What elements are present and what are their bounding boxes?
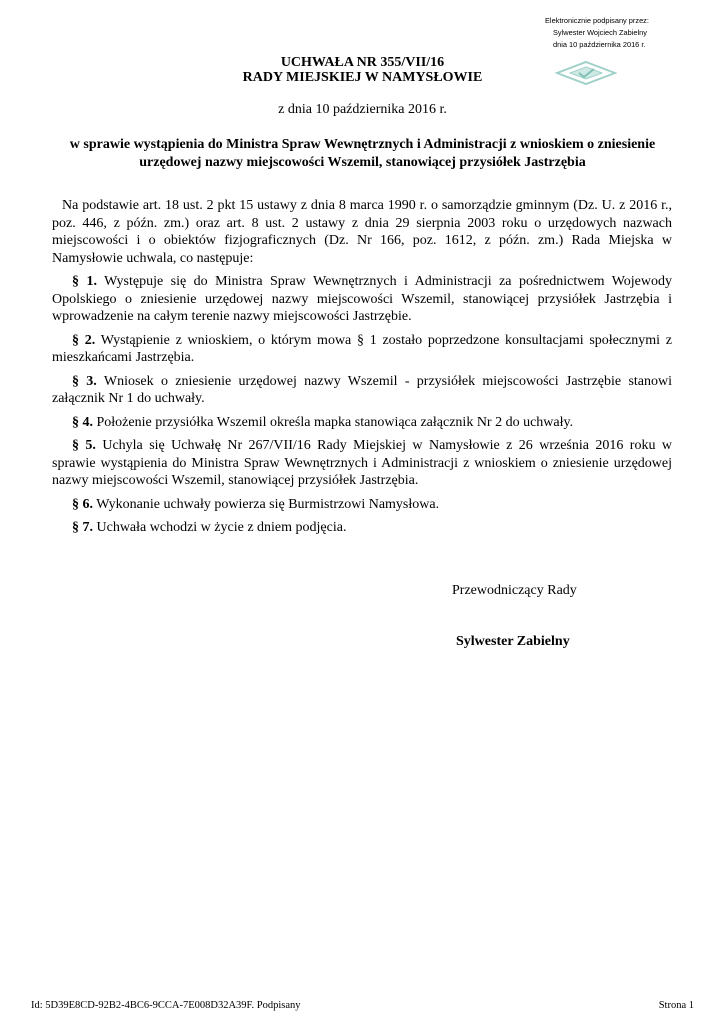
document-title: UCHWAŁA NR 355/VII/16 [280,55,445,70]
footer-page-number: Strona 1 [658,1000,694,1011]
paragraph-3 [52,373,672,408]
preamble: Na podstawie art. 18 ust. 2 pkt 15 ustawy z dnia 8 marca 1990 r. o samorządzie gminnym (Dz. U. z 2016 r., poz. 446, z późn. zm.) oraz art. 8 ust. 2 ustawy z dnia 29 sierpnia 2003 roku o urzędowych nazwach miejscowości i o obiektów fizjograficznych (Dz. Nr 166, poz. 1612, z późn. zm.) Rada Miejska w Namysłowie uchwala, co następuje: [52,198,672,266]
paragraph-text: Wykonanie uchwały powierza się Burmistrzowi Namysłowa. [96,496,440,512]
paragraph-text: Wystąpienie z wnioskiem, o którym mowa § 1 zostało poprzedzone konsultacjami społecznymi z mieszkańcami Jastrzębia. [52,332,673,365]
paragraph-label: § 7. [72,520,93,535]
signature-label: Elektronicznie podpisany przez: [545,16,649,25]
paragraph-label: § 3. [72,373,97,389]
electronic-signature-stamp [545,15,715,51]
signatory-name: Sylwester Zabielny [456,634,570,649]
paragraph-label: § 6. [72,496,93,512]
paragraph-text: Występuje się do Ministra Spraw Wewnętrznych i Administracji za pośrednictwem Wojewody Opolskiego o zniesienie urzędowej nazwy miejscowości Wszemil, stanowiącej przysiółek Jastrzębia i wprowadzenie na całym terenie nazwy miejscowości Jastrzębie. [52,274,672,324]
paragraph-label: § 2. [72,332,96,348]
signature-date: dnia 10 października 2016 r. [553,40,646,49]
document-issuer: RADY MIEJSKIEJ W NAMYSŁOWIE [242,70,483,85]
paragraph-6 [52,496,672,514]
document-subject: w sprawie wystąpienia do Ministra Spraw Wewnętrznych i Administracji z wnioskiem o zniesienie urzędowej nazwy miejscowości Wszemil, stanowiącej przysiółek Jastrzębia [69,137,656,170]
paragraph-text: Wniosek o zniesienie urzędowej nazwy Wszemil - przysiółek miejscowości Jastrzębie stanowi załącznik Nr 1 do uchwały. [52,373,672,406]
paragraph-4 [52,414,672,432]
paragraph-text: Położenie przysiółka Wszemil określa mapka stanowiąca załącznik Nr 2 do uchwały. [96,414,574,430]
paragraph-label: § 5. [72,438,96,453]
paragraph-1 [52,273,672,326]
paragraph-5 [52,437,672,490]
paragraph-label: § 4. [72,414,93,430]
document-body [52,197,672,543]
paragraph-text: Uchyla się Uchwałę Nr 267/VII/16 Rady Miejskiej w Namysłowie z 26 września 2016 roku w sprawie wystąpienia do Ministra Spraw Wewnętrznych i Administracji z wnioskiem o zniesienie urzędowej nazwy miejscowości Wszemil, stanowiącej przysiółek Jastrzębia. [52,438,672,488]
paragraph-7 [52,519,672,537]
signatory-role: Przewodniczący Rady [452,583,577,598]
footer-document-id: Id: 5D39E8CD-92B2-4BC6-9CCA-7E008D32A39F. Podpisany [31,1000,301,1011]
paragraph-text: Uchwała wchodzi w życie z dniem podjęcia. [96,520,347,535]
signature-signer: Sylwester Wojciech Zabielny [553,28,647,37]
paragraph-2 [52,332,672,367]
document-date: z dnia 10 października 2016 r. [278,102,447,117]
paragraph-label: § 1. [72,274,97,289]
